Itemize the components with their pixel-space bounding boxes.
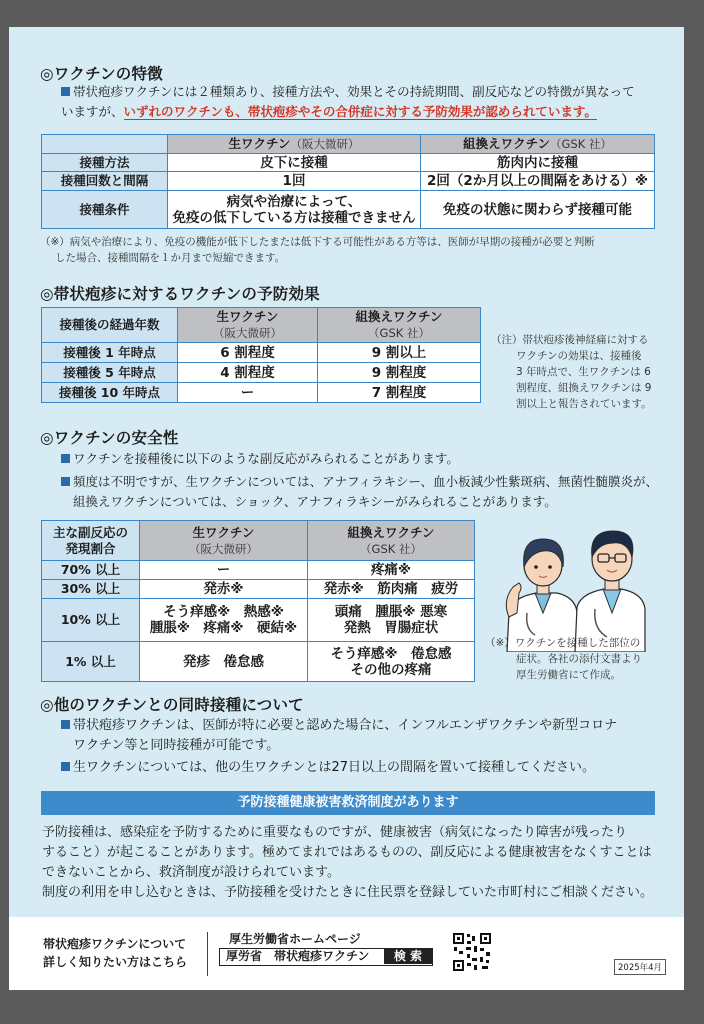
relief-paragraph: 予防接種は、感染症を予防するために重要なものですが、健康被害（病気になったり障害が残ったり すること）が起こることがあります。極めてまれではあるものの、副反応による健康被害をなくすことは できないことから、救済制度が設けられています。 制度の利用を申し込むときは、予防接種を受けたときに住民票を登録していた市町村にご相談ください。: [42, 825, 654, 900]
bullet-square-icon: [61, 87, 70, 96]
doctors-illustration: [497, 517, 647, 652]
footer-lead-text: 帯状疱疹ワクチンについて 詳しく知りたい方はこちら: [43, 937, 188, 969]
highlight-effect-text: いずれのワクチンも、帯状疱疹やその合併症に対する予防効果が認められています。: [123, 104, 597, 119]
concomitant-paragraph: 帯状疱疹ワクチンは、医師が特に必要と認めた場合に、インフルエンザワクチンや新型コロナ ワクチン等と同時接種が可能です。 生ワクチンについては、他の生ワクチンとは27日以上の間隔を置いて接種してください。: [61, 716, 681, 778]
qr-code-icon[interactable]: [452, 932, 492, 972]
footer: [9, 917, 684, 990]
flyer-page: [9, 27, 684, 990]
search-button[interactable]: 検 索: [384, 949, 432, 964]
side-effects-side-note: （※）ワクチンを接種した部位の 症状。各社の添付文書より 厚生労働省にて作成。: [485, 637, 642, 681]
efficacy-table: 接種後の経過年数 生ワクチン （阪大微研） 組換えワクチン （GSK 社） 接種後 1 年時点 6 割程度 9 割以上 接種後 5 年時点 4 割程度 9 割程度 接種後 10 年時点 ー 7 割程度: [41, 307, 481, 403]
bullet-square-icon: [61, 720, 70, 729]
male-doctor-icon: [575, 531, 645, 652]
features-paragraph: 帯状疱疹ワクチンには２種類あり、接種方法や、効果とその持続期間、副反応などの特徴が異なって いますが、いずれのワクチンも、帯状疱疹やその合併症に対する予防効果が認められています。: [61, 84, 635, 119]
section-title-safety: ◎ワクチンの安全性: [40, 429, 179, 447]
search-box[interactable]: [219, 948, 433, 966]
bullet-square-icon: [61, 762, 70, 771]
section-title-features: ◎ワクチンの特徴: [40, 65, 163, 83]
efficacy-side-note: （注）帯状疱疹後神経痛に対する ワクチンの効果は、接種後 3 年時点で、生ワクチンは 6 割程度、組換えワクチンは 9 割以上と報告されています。: [491, 334, 652, 410]
features-footnote: （※）病気や治療により、免疫の機能が低下したまたは低下する可能性がある方等は、医師が早期の接種が必要と判断 した場合、接種間隔を１か月まで短縮できます。: [40, 236, 595, 264]
bullet-square-icon: [61, 454, 70, 463]
footer-divider: [207, 932, 208, 976]
bullet-square-icon: [61, 477, 70, 486]
issue-date: 2025年4月: [614, 959, 666, 975]
side-effects-table: 主な副反応の 発現割合 生ワクチン （阪大微研） 組換えワクチン （GSK 社） 70% 以上 ー 疼痛※ 30% 以上 発赤※ 発赤※ 筋肉痛 疲労 10% 以上 そう痒感※ 熱感※ 腫脹※ 疼痛※ 硬結※ 頭痛 腫脹※ 悪寒 発熱 胃腸症状 1% 以上 発疹 倦怠感 そう痒感※ 倦怠感 その他の疼痛: [41, 520, 475, 682]
relief-system-banner: 予防接種健康被害救済制度があります: [41, 791, 655, 815]
section-title-concomitant: ◎他のワクチンとの同時接種について: [40, 696, 304, 714]
section-title-efficacy: ◎帯状疱疹に対するワクチンの予防効果: [40, 285, 320, 303]
safety-paragraph: ワクチンを接種後に以下のような副反応がみられることがあります。 頻度は不明ですが、生ワクチンについては、アナフィラキシー、血小板減少性紫斑病、無菌性髄膜炎が、 組換えワクチンについては、ショック、アナフィラキシーがみられることがあります。: [61, 449, 681, 512]
search-text: 厚労省 帯状疱疹ワクチン: [226, 949, 370, 963]
mhlw-homepage-title: 厚生労働省ホームページ: [229, 932, 361, 946]
features-table: 生ワクチン（阪大微研） 組換えワクチン（GSK 社） 接種方法 皮下に接種 筋肉内に接種 接種回数と間隔 1回 2回（2か月以上の間隔をあける）※ 接種条件 病気や治療によって、 免疫の低下している方は接種できません 免疫の状態に関わらず接種可能: [41, 134, 655, 229]
